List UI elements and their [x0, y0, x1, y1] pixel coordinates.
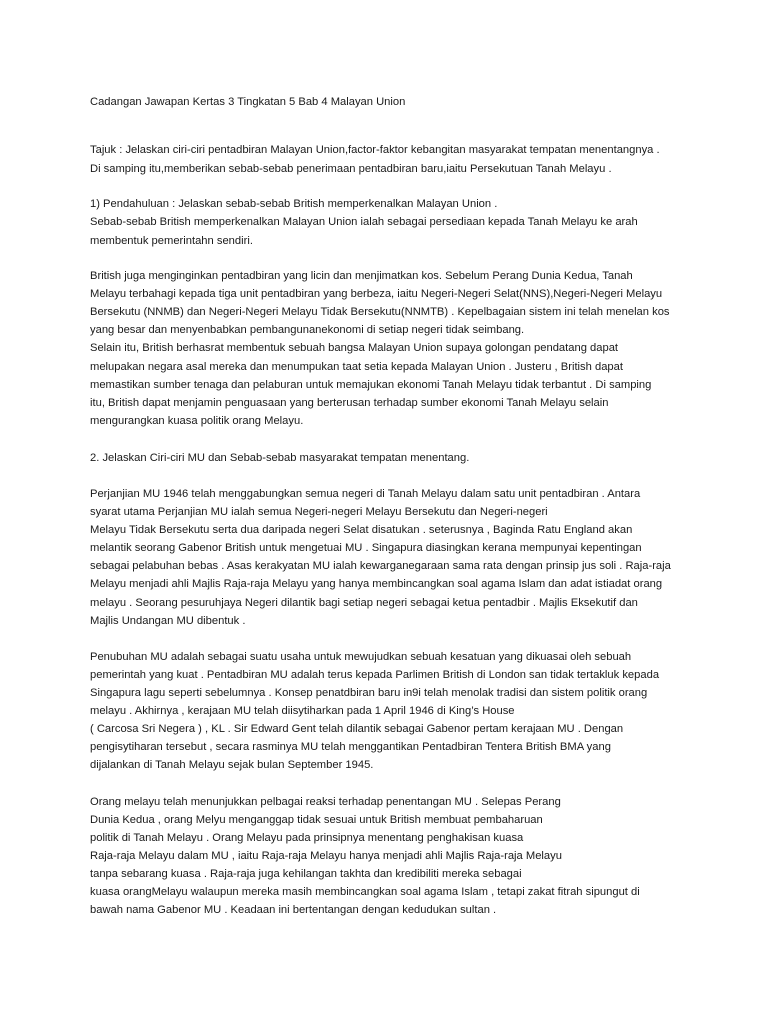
tajuk-line: Di samping itu,memberikan sebab-sebab penerimaan pentadbiran baru,iaitu Persekutuan Tanah Melayu . [90, 163, 612, 175]
text-line: yang besar dan menyenbabkan pembangunanekonomi di setiap negeri tidak seimbang. [90, 324, 525, 336]
text-line: pengisytiharan tersebut , secara rasminya MU telah menggantikan Pentadbiran Tentera British BMA yang [90, 741, 611, 753]
text-line: Perjanjian MU 1946 telah menggabungkan semua negeri di Tanah Melayu dalam satu unit pentadbiran . Antara [90, 488, 641, 500]
section-2-heading: 2. Jelaskan Ciri-ciri MU dan Sebab-sebab masyarakat tempatan menentang. [90, 452, 470, 464]
text-line: dijalankan di Tanah Melayu sejak bulan September 1945. [90, 759, 374, 771]
text-line: mengurangkan kuasa politik orang Melayu. [90, 415, 304, 427]
text-line: Orang melayu telah menunjukkan pelbagai reaksi terhadap penentangan MU . Selepas Perang [90, 796, 561, 808]
text-line: Melayu menjadi ahli Majlis Raja-raja Melayu yang hanya membincangkan soal agama Islam dan adat istiadat orang [90, 578, 663, 590]
text-line: Singapura lagu seperti sebelumnya . Konsep penatdbiran baru in9i telah menolak tradisi dan sistem politik orang [90, 687, 648, 699]
text-line: melayu . Seorang pesuruhjaya Negeri dilantik bagi setiap negeri sebagai ketua pentadbir . Majlis Eksekutif dan [90, 597, 638, 609]
text-line: Melayu terbahagi kepada tiga unit pentadbiran yang berbeza, iaitu Negeri-Negeri Selat(NNS),Negeri-Negeri Melayu [90, 288, 663, 300]
text-line: Sebab-sebab British memperkenalkan Malayan Union ialah sebagai persediaan kepada Tanah Melayu ke arah [90, 216, 638, 228]
document-title: Cadangan Jawapan Kertas 3 Tingkatan 5 Bab 4 Malayan Union [90, 96, 406, 108]
tajuk-line: Tajuk : Jelaskan ciri-ciri pentadbiran Malayan Union,factor-faktor kebangitan masyarakat tempatan menentangnya . [90, 144, 660, 156]
text-line: kuasa orangMelayu walaupun mereka masih membincangkan soal agama Islam , tetapi zakat fitrah sipungut di [90, 886, 640, 898]
text-line: itu, British dapat menjamin penguasaan yang berterusan terhadap sumber ekonomi Tanah Melayu selain [90, 397, 609, 409]
text-line: Bersekutu (NNMB) dan Negeri-Negeri Melayu Tidak Bersekutu(NNMTB) . Kepelbagaian sistem ini telah menelan kos [90, 306, 670, 318]
text-line: bawah nama Gabenor MU . Keadaan ini bertentangan dengan kedudukan sultan . [90, 904, 497, 916]
text-line: membentuk pemerintahn sendiri. [90, 235, 253, 247]
text-line: memastikan sumber tenaga dan pelaburan untuk memajukan ekonomi Tanah Melayu tidak terbantut . Di samping [90, 379, 652, 391]
text-line: Dunia Kedua , orang Melyu menganggap tidak sesuai untuk British membuat pembaharuan [90, 814, 543, 826]
text-line: Melayu Tidak Bersekutu serta dua daripada negeri Selat disatukan . seterusnya , Baginda Ratu England akan [90, 524, 633, 536]
text-line: Penubuhan MU adalah sebagai suatu usaha untuk mewujudkan sebuah kesatuan yang dikuasai oleh sebuah [90, 651, 632, 663]
text-line: melayu . Akhirnya , kerajaan MU telah diisytiharkan pada 1 April 1946 di King’s House [90, 705, 515, 717]
text-line: Raja-raja Melayu dalam MU , iaitu Raja-raja Melayu hanya menjadi ahli Majlis Raja-raja Melayu [90, 850, 562, 862]
section-1-heading: 1) Pendahuluan : Jelaskan sebab-sebab British memperkenalkan Malayan Union . [90, 198, 498, 210]
text-line: syarat utama Perjanjian MU ialah semua Negeri-negeri Melayu Bersekutu dan Negeri-negeri [90, 506, 548, 518]
text-line: tanpa sebarang kuasa . Raja-raja juga kehilangan takhta dan kredibiliti mereka sebagai [90, 868, 522, 880]
text-line: Majlis Undangan MU dibentuk . [90, 615, 246, 627]
text-line: Selain itu, British berhasrat membentuk sebuah bangsa Malayan Union supaya golongan pendatang dapat [90, 342, 619, 354]
text-line: politik di Tanah Melayu . Orang Melayu pada prinsipnya menentang penghakisan kuasa [90, 832, 524, 844]
text-line: ( Carcosa Sri Negera ) , KL . Sir Edward Gent telah dilantik sebagai Gabenor pertam kerajaan MU . Dengan [90, 723, 624, 735]
text-line: British juga menginginkan pentadbiran yang licin dan menjimatkan kos. Sebelum Perang Dunia Kedua, Tanah [90, 270, 633, 282]
text-line: melantik seorang Gabenor British untuk mengetuai MU . Singapura diasingkan kerana mempunyai kepentingan [90, 542, 642, 554]
text-line: sebagai pelabuhan bebas . Asas kerakyatan MU ialah kewarganegaraan sama rata dengan prinsip jus soli . Raja-raja [90, 560, 671, 572]
text-line: pemerintah yang kuat . Pentadbiran MU adalah terus kepada Parlimen British di London san tidak tertakluk kepada [90, 669, 660, 681]
text-line: melupakan negara asal mereka dan menumpukan taat setia kepada Malayan Union . Justeru , British dapat [90, 361, 623, 373]
